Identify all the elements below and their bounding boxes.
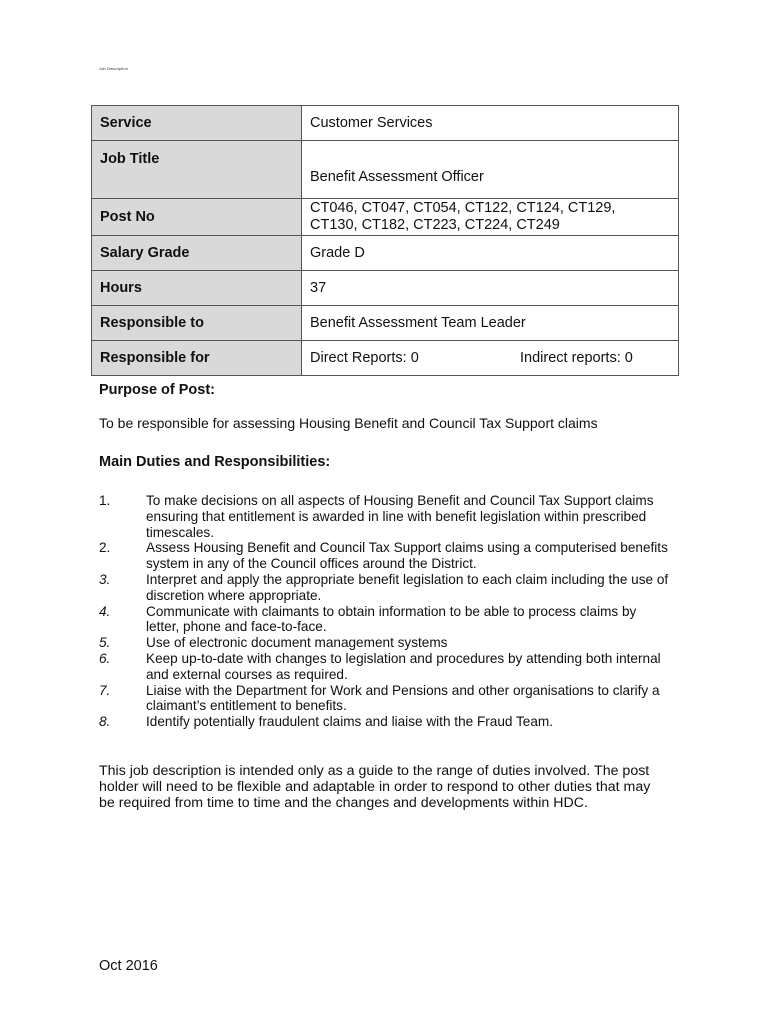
- table-row-responsible-to: [92, 306, 679, 341]
- hours-label: Hours: [92, 271, 302, 306]
- list-text: Use of electronic document management systems: [146, 635, 448, 651]
- post-no-line-1: CT046, CT047, CT054, CT122, CT124, CT129,: [310, 200, 616, 216]
- table-row-job-title: [92, 141, 679, 199]
- table-row-service: [92, 106, 679, 141]
- table-row-salary: [92, 236, 679, 271]
- post-no-label: Post No: [92, 199, 302, 236]
- list-item: [99, 651, 669, 683]
- list-number: 3.: [99, 571, 111, 587]
- purpose-heading: Purpose of Post:: [99, 382, 216, 398]
- closing-paragraph: This job description is intended only as a guide to the range of duties involved. The post holder will need to be flexible and adaptable in order to respond to other duties that may be required from time to time and the changes and developments within HDC.: [99, 763, 651, 811]
- list-text: Interpret and apply the appropriate benefit legislation to each claim including the use of discretion where appropriate.: [146, 571, 669, 603]
- list-text: Keep up-to-date with changes to legislation and procedures by attending both internal and external courses as required.: [146, 650, 661, 682]
- responsible-for-label: Responsible for: [92, 341, 302, 376]
- list-item: [99, 714, 669, 730]
- service-value: Customer Services: [302, 106, 679, 141]
- footer-date: Oct 2016: [99, 958, 158, 974]
- salary-value: Grade D: [302, 236, 679, 271]
- job-info-table: [91, 105, 679, 376]
- table-row-responsible-for: [92, 341, 679, 376]
- job-title-value: [302, 141, 679, 199]
- list-number: 4.: [99, 603, 111, 619]
- list-number: 2.: [99, 540, 111, 556]
- list-text: Liaise with the Department for Work and Pensions and other organisations to clarify a claimant’s entitlement to benefits.: [146, 682, 660, 714]
- list-item: [99, 635, 669, 651]
- duties-list: [99, 493, 669, 730]
- job-title-text: Benefit Assessment Officer: [310, 169, 484, 185]
- list-number: 6.: [99, 650, 111, 666]
- list-item: [99, 683, 669, 715]
- list-item: [99, 493, 669, 540]
- purpose-text: To be responsible for assessing Housing Benefit and Council Tax Support claims: [99, 415, 598, 431]
- list-item: [99, 572, 669, 604]
- list-text: Identify potentially fraudulent claims and liaise with the Fraud Team.: [146, 714, 554, 730]
- responsible-for-value: [302, 341, 679, 376]
- hours-value: 37: [302, 271, 679, 306]
- salary-label: Salary Grade: [92, 236, 302, 271]
- job-title-label: Job Title: [92, 141, 302, 199]
- list-text: Assess Housing Benefit and Council Tax Support claims using a computerised benefits system in any of the Council offices around the District.: [146, 540, 668, 572]
- post-no-value: [302, 199, 679, 236]
- service-label: Service: [92, 106, 302, 141]
- list-number: 5.: [99, 635, 111, 651]
- indirect-reports: Indirect reports: 0: [520, 349, 633, 366]
- running-header: Job Description: [99, 66, 129, 71]
- list-item: [99, 604, 669, 636]
- list-text: Communicate with claimants to obtain information to be able to process claims by letter, phone and face-to-face.: [146, 603, 637, 635]
- post-no-line-2: CT130, CT182, CT223, CT224, CT249: [310, 217, 560, 233]
- duties-heading: Main Duties and Responsibilities:: [99, 454, 331, 470]
- list-number: 8.: [99, 714, 111, 730]
- list-number: 7.: [99, 682, 111, 698]
- responsible-to-label: Responsible to: [92, 306, 302, 341]
- responsible-to-value: Benefit Assessment Team Leader: [302, 306, 679, 341]
- direct-reports: Direct Reports: 0: [310, 349, 419, 366]
- list-text: To make decisions on all aspects of Housing Benefit and Council Tax Support claims ensuring that entitlement is awarded in line with benefit legislation within prescribed timescales.: [146, 493, 654, 540]
- table-row-post-no: [92, 199, 679, 236]
- list-number: 1.: [99, 493, 111, 508]
- table-row-hours: [92, 271, 679, 306]
- list-item: [99, 540, 669, 572]
